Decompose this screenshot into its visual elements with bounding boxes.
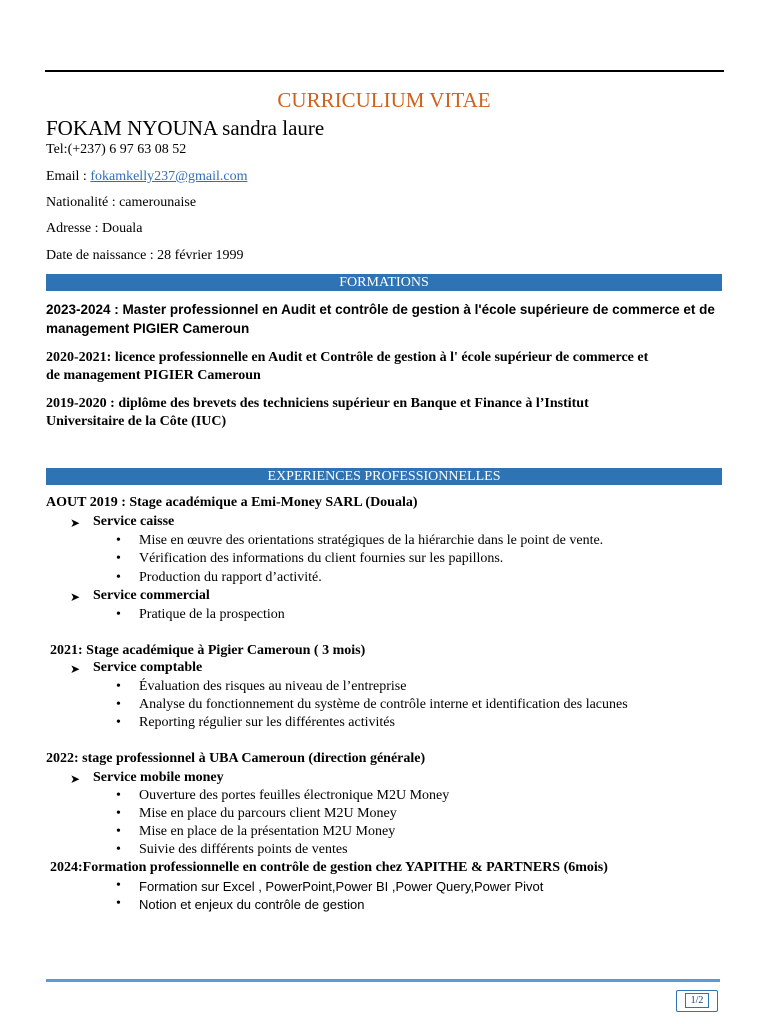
task-item: Évaluation des risques au niveau de l’entreprise — [139, 679, 407, 694]
bullet-icon: • — [116, 806, 121, 821]
task-item: Notion et enjeux du contrôle de gestion — [139, 897, 365, 912]
task-item: Analyse du fonctionnement du système de contrôle interne et identification des lacunes — [139, 697, 628, 712]
formation-item-3-line-2: Universitaire de la Côte (IUC) — [46, 414, 227, 429]
bullet-icon: • — [116, 679, 121, 694]
page-number: 1/2 — [685, 993, 709, 1008]
bullet-icon: • — [116, 551, 121, 566]
email-label: Email : — [46, 169, 91, 184]
experience-title-2: 2021: Stage académique à Pigier Cameroun ( 3 mois) — [50, 643, 366, 658]
task-item: Vérification des informations du client fournies sur les papillons. — [139, 551, 504, 566]
top-divider — [45, 70, 724, 72]
task-item: Mise en œuvre des orientations stratégiques de la hiérarchie dans le point de vente. — [139, 533, 604, 548]
bullet-icon: • — [116, 570, 121, 585]
task-item: Mise en place de la présentation M2U Money — [139, 824, 396, 839]
birthdate-line: Date de naissance : 28 février 1999 — [46, 248, 244, 263]
task-item: Pratique de la prospection — [139, 607, 285, 622]
candidate-name: FOKAM NYOUNA sandra laure — [46, 116, 325, 140]
formation-item-3-line-1: 2019-2020 : diplôme des brevets des techniciens supérieur en Banque et Finance à l’Institut — [46, 396, 589, 411]
arrow-bullet-icon: ➤ — [70, 590, 81, 604]
bullet-icon: • — [116, 824, 121, 839]
experience-title-1: AOUT 2019 : Stage académique a Emi-Money SARL (Douala) — [46, 495, 418, 510]
service-name: Service commercial — [93, 588, 210, 603]
service-name: Service caisse — [93, 514, 175, 529]
bullet-icon: • — [116, 842, 121, 857]
phone-line: Tel:(+237) 6 97 63 08 52 — [46, 142, 187, 157]
formation-item-1-line-2: management PIGIER Cameroun — [46, 321, 250, 336]
experience-title-3: 2022: stage professionnel à UBA Cameroun (direction générale) — [46, 751, 426, 766]
experiences-banner: EXPERIENCES PROFESSIONNELLES — [46, 468, 722, 485]
footer-divider — [46, 979, 720, 982]
task-item: Mise en place du parcours client M2U Money — [139, 806, 397, 821]
document-title: CURRICULIUM VITAE — [277, 88, 491, 112]
service-name: Service comptable — [93, 660, 203, 675]
bullet-icon: • — [116, 533, 121, 548]
page-number-box — [676, 990, 718, 1012]
task-item: Production du rapport d’activité. — [139, 570, 322, 585]
arrow-bullet-icon: ➤ — [70, 516, 81, 530]
email-link[interactable]: fokamkelly237@gmail.com — [90, 169, 248, 184]
arrow-bullet-icon: ➤ — [70, 772, 81, 786]
task-item: Formation sur Excel , PowerPoint,Power BI ,Power Query,Power Pivot — [139, 879, 544, 894]
bullet-icon: • — [116, 788, 121, 803]
experience-title-4: 2024:Formation professionnelle en contrôle de gestion chez YAPITHE & PARTNERS (6mois) — [50, 860, 608, 875]
bullet-icon: • — [116, 607, 121, 622]
service-name: Service mobile money — [93, 770, 224, 785]
formation-item-2-line-1: 2020-2021: licence professionnelle en Audit et Contrôle de gestion à l' école supérieur de commerce et — [46, 350, 649, 365]
task-item: Reporting régulier sur les différentes activités — [139, 715, 395, 730]
task-item: Suivie des différents points de ventes — [139, 842, 348, 857]
bullet-icon: • — [116, 715, 121, 730]
formation-item-2-line-2: de management PIGIER Cameroun — [46, 368, 261, 383]
formation-item-1-line-1: 2023-2024 : Master professionnel en Audit et contrôle de gestion à l'école supérieure de commerce et de — [46, 302, 715, 317]
bullet-icon: • — [116, 697, 121, 712]
nationality-line: Nationalité : camerounaise — [46, 195, 197, 210]
task-item: Ouverture des portes feuilles électronique M2U Money — [139, 788, 450, 803]
bullet-icon: • — [116, 878, 121, 893]
address-line: Adresse : Douala — [46, 221, 143, 236]
email-line — [46, 169, 247, 185]
formations-banner: FORMATIONS — [46, 274, 722, 291]
bullet-icon: • — [116, 896, 121, 911]
arrow-bullet-icon: ➤ — [70, 662, 81, 676]
